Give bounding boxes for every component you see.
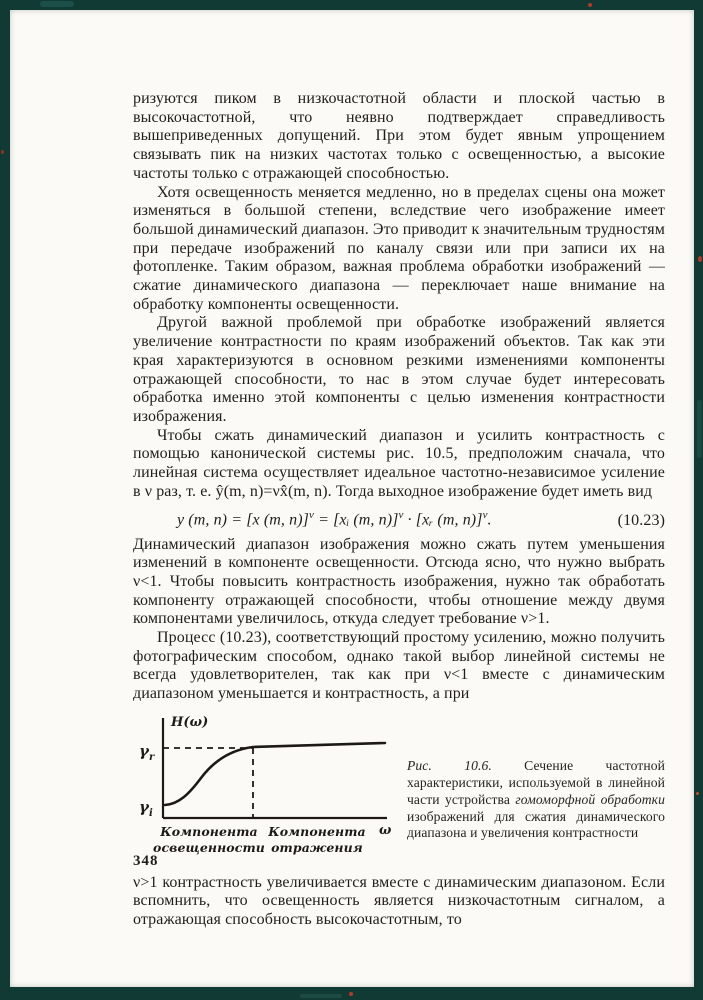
scan-blotch xyxy=(697,400,702,458)
response-curve xyxy=(165,743,385,805)
equation-number: (10.23) xyxy=(617,511,665,529)
gamma-r-label: $\gamma_r$ xyxy=(139,741,155,763)
omega-axis-label: ω xyxy=(379,822,392,838)
illumination-component-label-line2: освещенности xyxy=(153,839,265,855)
gamma-i-label: $\gamma_i$ xyxy=(139,797,153,819)
reflection-component-label-line1: Компонента xyxy=(268,823,366,839)
paragraph-4: Чтобы сжать динамический диапазон и усилить контрастность с помощью канонической системы рис. 10.5, предположим сначала, что линейная система осуществляет идеальное частотно-независимое усиление в ν раз, т. е. ŷ(m, n)=νx̂(m, n). Тогда выходное изображение будет иметь вид xyxy=(133,426,665,500)
scan-blotch xyxy=(40,1,74,7)
paragraph-3: Другой важной проблемой при обработке изображений является увеличение контрастности по краям изображений объектов. Так как эти края характеризуются в основном резкими изменениями компоненты отражающей способности, то нас в этом случае будет интересовать обработка именно этой компоненты с целью изменения контрастности изображения. xyxy=(133,314,665,425)
text-column xyxy=(133,90,665,930)
reflection-component-label-line2: отражения xyxy=(271,839,363,855)
paper-sheet xyxy=(10,10,694,987)
scan-speck-red xyxy=(696,792,699,795)
figure-10-6-caption: Рис. 10.6. Сечение частотной характеристики, используемой в линейной части устройства гомоморфной обработки изображений для сжатия динамического диапазона и увеличения контрастности xyxy=(407,757,665,841)
paragraph-5: Динамический диапазон изображения можно сжать путем уменьшения изменений в компоненте освещенности. Отсюда ясно, что нужно выбрать ν<1. Чтобы повысить контрастность изображения, нужно так обработать компоненту отражающей способности, чтобы отношение между двумя компонентами увеличилось, откуда следует требование ν>1. xyxy=(133,535,665,628)
frequency-response-chart xyxy=(133,712,401,862)
figure-10-6-block xyxy=(133,712,665,868)
scan-blotch xyxy=(300,994,342,998)
scan-speck-red xyxy=(1,150,4,154)
scan-speck-red xyxy=(698,256,702,262)
scan-speck-red xyxy=(588,3,592,7)
page-number: 348 xyxy=(133,853,159,869)
y-axis-title: H(ω) xyxy=(171,714,209,730)
equation-body: y (m, n) = [x (m, n)]$^\nu$ = [xᵢ (m, n)]$^\nu$ · [xᵣ (m, n)]$^\nu$. xyxy=(177,509,492,529)
paragraph-7: ν>1 контрастность увеличивается вместе с динамическим диапазоном. Если вспомнить, что освещенность является низкочастотным сигналом, а отражающая способность высокочастотным, то xyxy=(133,873,665,928)
equation-10-23 xyxy=(177,506,665,530)
scan-speck-red xyxy=(349,992,353,996)
figure-10-6-plot xyxy=(133,712,401,868)
paragraph-1: ризуются пиком в низкочастотной области и плоской частью в высокочастотной, что неявно подтверждает справедливость вышеприведенных допущений. При этом будет явным упрощением связывать пик на низких частотах только с освещенностью, а высокие частоты только с отражающей способностью. xyxy=(133,90,665,182)
paragraph-2: Хотя освещенность меняется медленно, но в пределах сцены она может изменяться в большой степени, вследствие чего изображение имеет большой динамический диапазон. Это приводит к значительным трудностям при передаче изображений по каналу связи или при записи их на фотопленке. Таким образом, важная проблема обработки изображений — сжатие динамического диапазона — переключает наше внимание на обработку компоненты освещенности. xyxy=(133,183,665,313)
paragraph-6: Процесс (10.23), соответствующий простому усилению, можно получить фотографическим способом, однако такой выбор линейной системы не всегда удовлетворителен, так как при ν<1 вместе с динамическим диапазоном уменьшается и контрастность, а при xyxy=(133,629,665,703)
illumination-component-label-line1: Компонента xyxy=(160,823,258,839)
